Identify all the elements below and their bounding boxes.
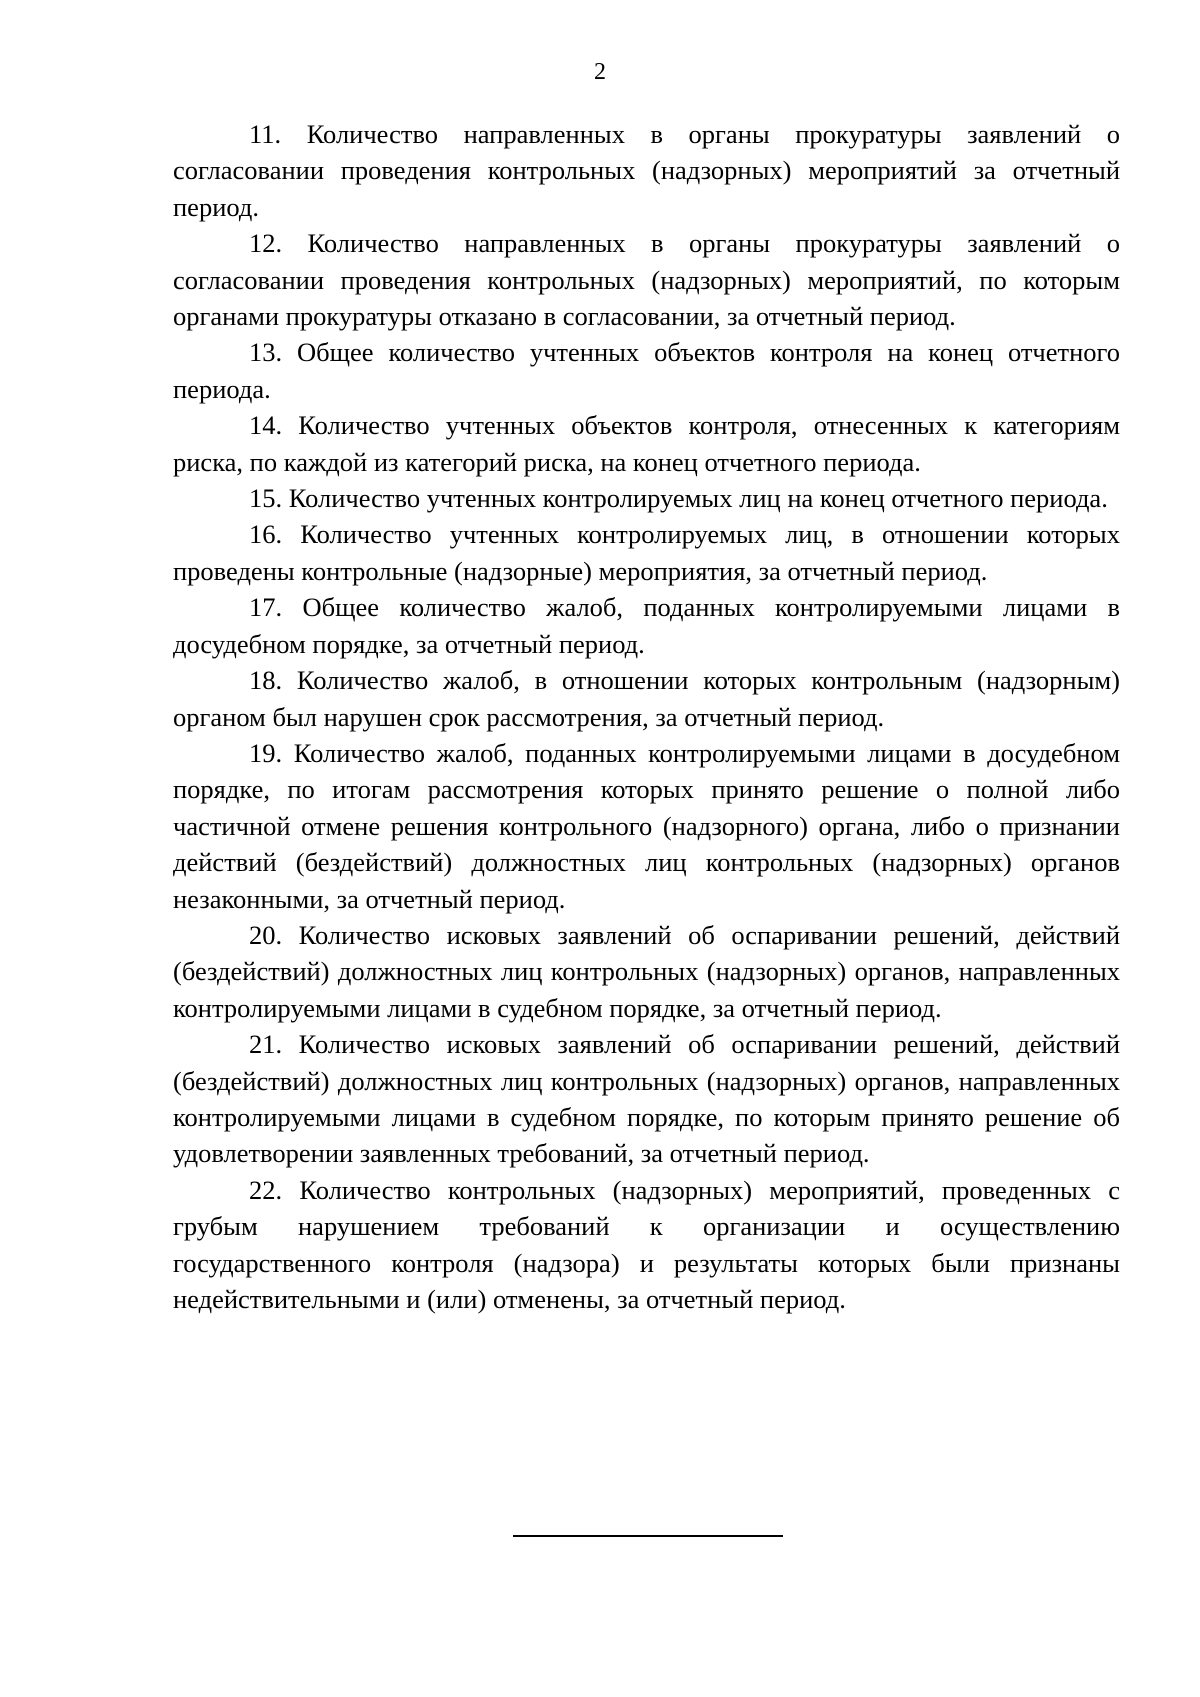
closing-divider (513, 1535, 783, 1537)
document-body (173, 116, 1120, 1317)
list-item-18: 18. Количество жалоб, в отношении которых контрольным (надзорным) органом был нарушен срок рассмотрения, за отчетный период. (173, 665, 1120, 732)
list-item-21: 21. Количество исковых заявлений об оспаривании решений, действий (бездействий) должностных лиц контрольных (надзорных) органов, направленных контролируемыми лицами в судебном порядке, по которым принято решение об удовлетворении заявленных требований, за отчетный период. (173, 1029, 1120, 1169)
list-item-20: 20. Количество исковых заявлений об оспаривании решений, действий (бездействий) должностных лиц контрольных (надзорных) органов, направленных контролируемыми лицами в судебном порядке, за отчетный период. (173, 919, 1120, 1023)
list-item-12: 12. Количество направленных в органы прокуратуры заявлений о согласовании проведения контрольных (надзорных) мероприятий, по которым органами прокуратуры отказано в согласовании, за отчетный период. (173, 228, 1120, 332)
list-item-15: 15. Количество учтенных контролируемых лиц на конец отчетного периода. (249, 483, 1108, 514)
page-number: 2 (594, 59, 606, 85)
list-item-14: 14. Количество учтенных объектов контроля, отнесенных к категориям риска, по каждой из категорий риска, на конец отчетного периода. (173, 410, 1120, 477)
list-item-13: 13. Общее количество учтенных объектов контроля на конец отчетного периода. (173, 337, 1120, 404)
list-item-19: 19. Количество жалоб, поданных контролируемыми лицами в досудебном порядке, по итогам рассмотрения которых принято решение о полной либо частичной отмене решения контрольного (надзорного) органа, либо о признании действий (бездействий) должностных лиц контрольных (надзорных) органов незаконными, за отчетный период. (173, 737, 1120, 914)
list-item-16: 16. Количество учтенных контролируемых лиц, в отношении которых проведены контрольные (надзорные) мероприятия, за отчетный период. (173, 519, 1120, 586)
list-item-22: 22. Количество контрольных (надзорных) мероприятий, проведенных с грубым нарушением требований к организации и осуществлению государственного контроля (надзора) и результаты которых были признаны недействительными и (или) отменены, за отчетный период. (173, 1174, 1120, 1314)
list-item-17: 17. Общее количество жалоб, поданных контролируемыми лицами в досудебном порядке, за отчетный период. (173, 592, 1120, 659)
list-item-11: 11. Количество направленных в органы прокуратуры заявлений о согласовании проведения контрольных (надзорных) мероприятий за отчетный период. (173, 119, 1120, 222)
